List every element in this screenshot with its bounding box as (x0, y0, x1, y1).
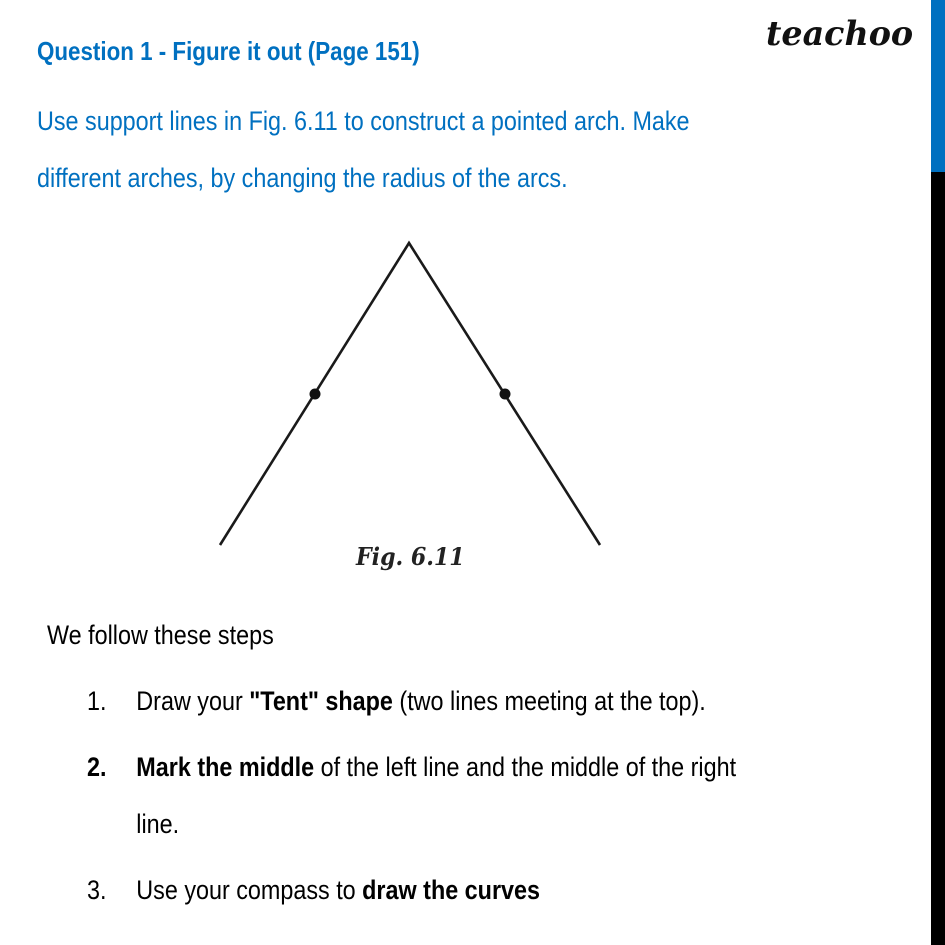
step-number: 3. (87, 875, 107, 905)
teachoo-logo: teachoo (766, 14, 914, 54)
step-text: Use your compass to draw the curves (136, 875, 541, 905)
side-accent-bar-blue (931, 0, 945, 172)
left-midpoint-dot (310, 389, 321, 400)
step-text: Mark the middle of the left line and the middle of the right (136, 752, 737, 782)
step-number: 2. (87, 752, 107, 782)
steps-intro: We follow these steps (47, 620, 274, 650)
step-text: Draw your "Tent" shape (two lines meeting at the top). (136, 686, 706, 716)
question-line-1: Use support lines in Fig. 6.11 to construct a pointed arch. Make (37, 106, 690, 136)
question-line-2: different arches, by changing the radius of the arcs. (37, 163, 568, 193)
tent-lines (220, 243, 600, 545)
question-title: Question 1 - Figure it out (Page 151) (37, 36, 420, 66)
side-accent-bar-black (931, 172, 945, 945)
question-text (37, 93, 867, 207)
figure-caption: Fig. 6.11 (356, 542, 465, 571)
step-number: 1. (87, 686, 107, 716)
right-midpoint-dot (500, 389, 511, 400)
